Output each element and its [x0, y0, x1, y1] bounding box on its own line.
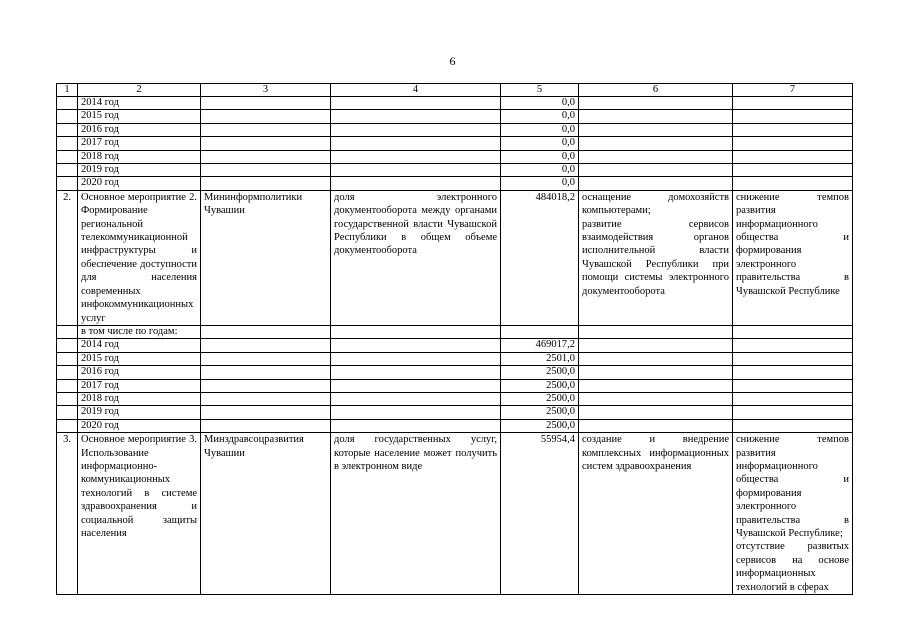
year-row — [57, 150, 853, 163]
funding-value: 0,0 — [501, 150, 579, 163]
empty-cell — [331, 164, 501, 177]
empty-cell — [331, 137, 501, 150]
year-label: 2016 год — [78, 366, 201, 379]
column-number-6: 6 — [579, 84, 733, 97]
activity-number: 2. — [57, 190, 78, 325]
year-row — [57, 366, 853, 379]
empty-cell — [579, 366, 733, 379]
empty-cell — [733, 150, 853, 163]
empty-cell — [331, 419, 501, 432]
funding-value: 0,0 — [501, 137, 579, 150]
year-row — [57, 352, 853, 365]
empty-cell — [201, 392, 331, 405]
empty-cell — [57, 339, 78, 352]
year-row — [57, 419, 853, 432]
column-number-7: 7 — [733, 84, 853, 97]
executor: Мининформполитики Чувашии — [201, 190, 331, 325]
year-label: 2015 год — [78, 110, 201, 123]
executor: Минздравсоцразвития Чувашии — [201, 433, 331, 595]
empty-cell — [579, 339, 733, 352]
empty-cell — [57, 97, 78, 110]
empty-cell — [579, 137, 733, 150]
empty-cell — [733, 177, 853, 190]
year-label: 2019 год — [78, 406, 201, 419]
funding-total: 484018,2 — [501, 190, 579, 325]
funding-value: 2501,0 — [501, 352, 579, 365]
empty-cell — [331, 406, 501, 419]
empty-cell — [57, 392, 78, 405]
column-number-1: 1 — [57, 84, 78, 97]
empty-cell — [579, 419, 733, 432]
funding-value: 0,0 — [501, 123, 579, 136]
empty-cell — [57, 406, 78, 419]
empty-cell — [201, 164, 331, 177]
empty-cell — [733, 97, 853, 110]
column-number-5: 5 — [501, 84, 579, 97]
empty-cell — [201, 97, 331, 110]
risk-consequence: снижение темпов развития информационного общества и формирования электронного правительства в Чувашской Республике; отсутствие развитых сервисов на основе информационных технологий в сферах — [733, 433, 853, 595]
empty-cell — [201, 110, 331, 123]
empty-cell — [331, 97, 501, 110]
subtitle-row — [57, 325, 853, 338]
empty-cell — [579, 110, 733, 123]
year-label: 2015 год — [78, 352, 201, 365]
activity-name: Основное мероприятие 3. Использование информационно-коммуникационных технологий в системе здравоохранения и социальной защиты населения — [78, 433, 201, 595]
empty-cell — [331, 392, 501, 405]
empty-cell — [331, 177, 501, 190]
indicator: доля государственных услуг, которые население может получить в электронном виде — [331, 433, 501, 595]
page-number: 6 — [449, 54, 456, 68]
empty-cell — [57, 366, 78, 379]
year-row — [57, 137, 853, 150]
funding-value: 2500,0 — [501, 419, 579, 432]
column-number-3: 3 — [201, 84, 331, 97]
empty-cell — [201, 366, 331, 379]
empty-cell — [733, 339, 853, 352]
year-label: 2020 год — [78, 177, 201, 190]
empty-cell — [579, 406, 733, 419]
empty-cell — [733, 366, 853, 379]
years-subtitle: в том числе по годам: — [78, 325, 201, 338]
expected-result: создание и внедрение комплексных информационных систем здравоохранения — [579, 433, 733, 595]
empty-cell — [57, 352, 78, 365]
funding-value: 2500,0 — [501, 379, 579, 392]
year-label: 2017 год — [78, 137, 201, 150]
year-label: 2020 год — [78, 419, 201, 432]
empty-cell — [733, 392, 853, 405]
empty-cell — [579, 123, 733, 136]
empty-cell — [57, 177, 78, 190]
empty-cell — [733, 110, 853, 123]
year-row — [57, 97, 853, 110]
header-row — [57, 84, 853, 97]
funding-value: 0,0 — [501, 110, 579, 123]
funding-value: 0,0 — [501, 164, 579, 177]
empty-cell — [57, 110, 78, 123]
year-row — [57, 339, 853, 352]
empty-cell — [201, 123, 331, 136]
funding-value: 2500,0 — [501, 366, 579, 379]
activity-number: 3. — [57, 433, 78, 595]
empty-cell — [579, 164, 733, 177]
year-label: 2016 год — [78, 123, 201, 136]
year-row — [57, 379, 853, 392]
funding-value: 469017,2 — [501, 339, 579, 352]
empty-cell — [501, 325, 579, 338]
year-row — [57, 406, 853, 419]
empty-cell — [57, 150, 78, 163]
empty-cell — [201, 137, 331, 150]
column-number-4: 4 — [331, 84, 501, 97]
empty-cell — [733, 406, 853, 419]
empty-cell — [733, 379, 853, 392]
funding-total: 55954,4 — [501, 433, 579, 595]
empty-cell — [57, 379, 78, 392]
empty-cell — [57, 325, 78, 338]
empty-cell — [331, 366, 501, 379]
activity-name: Основное мероприятие 2. Формирование региональной телекоммуникационной инфраструктуры и обеспечение доступности для населения современных инфокоммуникационных услуг — [78, 190, 201, 325]
year-label: 2017 год — [78, 379, 201, 392]
program-table — [56, 83, 853, 595]
empty-cell — [733, 164, 853, 177]
empty-cell — [331, 339, 501, 352]
empty-cell — [201, 325, 331, 338]
empty-cell — [579, 379, 733, 392]
activity-row-2 — [57, 190, 853, 325]
empty-cell — [57, 137, 78, 150]
empty-cell — [201, 339, 331, 352]
year-label: 2019 год — [78, 164, 201, 177]
empty-cell — [201, 150, 331, 163]
year-row — [57, 164, 853, 177]
empty-cell — [331, 123, 501, 136]
empty-cell — [331, 325, 501, 338]
empty-cell — [331, 352, 501, 365]
empty-cell — [201, 177, 331, 190]
year-label: 2014 год — [78, 339, 201, 352]
empty-cell — [579, 392, 733, 405]
funding-value: 2500,0 — [501, 392, 579, 405]
year-row — [57, 177, 853, 190]
empty-cell — [579, 325, 733, 338]
empty-cell — [57, 419, 78, 432]
empty-cell — [201, 352, 331, 365]
empty-cell — [733, 123, 853, 136]
empty-cell — [733, 325, 853, 338]
year-row — [57, 110, 853, 123]
year-label: 2018 год — [78, 150, 201, 163]
empty-cell — [579, 97, 733, 110]
empty-cell — [57, 164, 78, 177]
empty-cell — [579, 177, 733, 190]
year-label: 2018 год — [78, 392, 201, 405]
expected-result: оснащение домохозяйств компьютерами; развитие сервисов взаимодействия органов исполнительной власти Чувашской Республики при помощи системы электронного документооборота — [579, 190, 733, 325]
empty-cell — [733, 137, 853, 150]
empty-cell — [201, 379, 331, 392]
year-row — [57, 123, 853, 136]
empty-cell — [331, 379, 501, 392]
empty-cell — [331, 110, 501, 123]
indicator: доля электронного документооборота между органами государственной власти Чувашской Республики в общем объеме документооборота — [331, 190, 501, 325]
empty-cell — [733, 419, 853, 432]
column-number-2: 2 — [78, 84, 201, 97]
activity-row-3 — [57, 433, 853, 595]
empty-cell — [331, 150, 501, 163]
funding-value: 0,0 — [501, 97, 579, 110]
risk-consequence: снижение темпов развития информационного общества и формирования электронного правительства в Чувашской Республике — [733, 190, 853, 325]
year-row — [57, 392, 853, 405]
empty-cell — [201, 419, 331, 432]
empty-cell — [579, 352, 733, 365]
empty-cell — [733, 352, 853, 365]
empty-cell — [579, 150, 733, 163]
year-label: 2014 год — [78, 97, 201, 110]
funding-value: 2500,0 — [501, 406, 579, 419]
funding-value: 0,0 — [501, 177, 579, 190]
empty-cell — [201, 406, 331, 419]
empty-cell — [57, 123, 78, 136]
